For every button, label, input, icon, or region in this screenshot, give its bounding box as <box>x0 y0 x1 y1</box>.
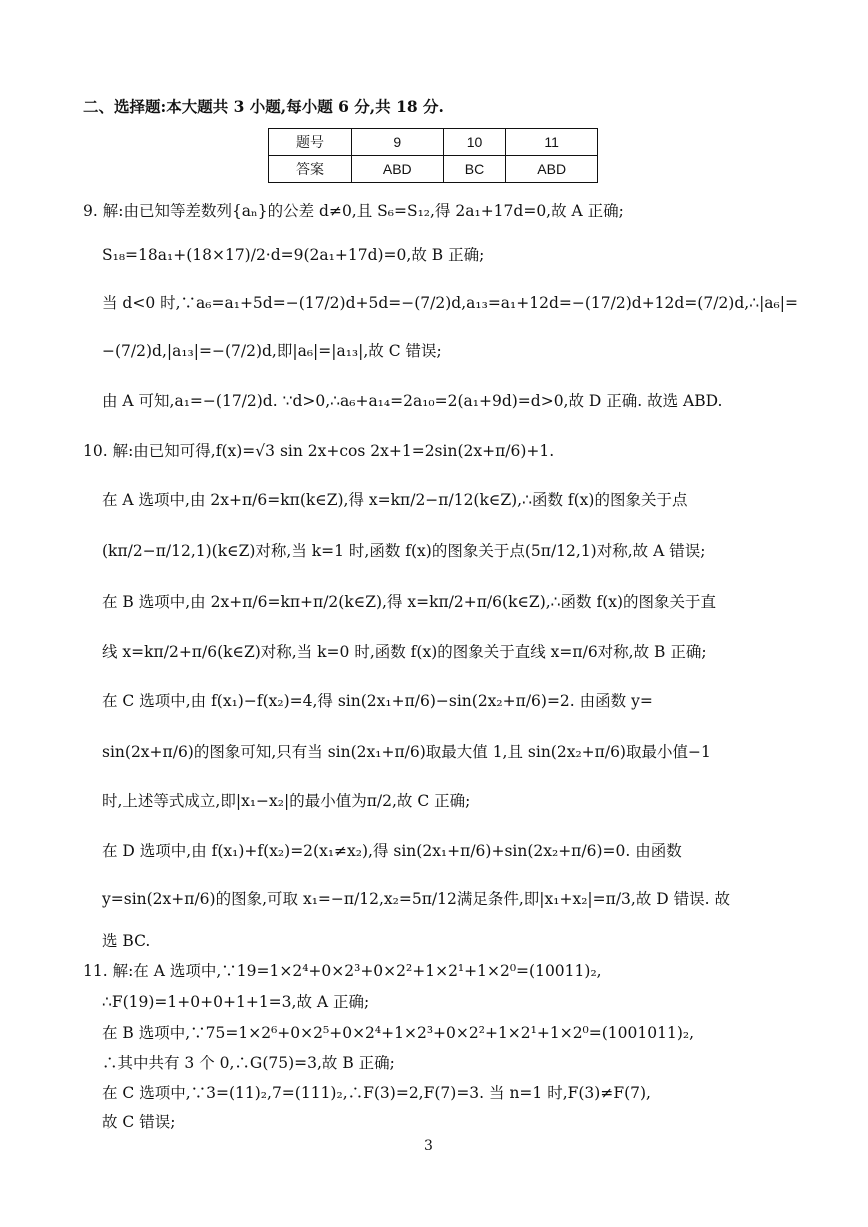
table-cell: ABD <box>506 156 598 183</box>
solution-line: 在 B 选项中,由 2x+π/6=kπ+π/2(k∈Z),得 x=kπ/2+π/6(k∈Z),∴函数 f(x)的图象关于直 <box>102 593 717 611</box>
solution-line: 9. 解:由已知等差数列{aₙ}的公差 d≠0,且 S₆=S₁₂,得 2a₁+17d=0,故 A 正确; <box>83 202 624 220</box>
table-header-cell: 答案 <box>269 156 352 183</box>
solution-line: 线 x=kπ/2+π/6(k∈Z)对称,当 k=0 时,函数 f(x)的图象关于直线 x=π/6对称,故 B 正确; <box>102 643 707 661</box>
table-cell: 11 <box>506 129 598 156</box>
solution-line: 11. 解:在 A 选项中,∵19=1×2⁴+0×2³+0×2²+1×2¹+1×2⁰=(10011)₂, <box>83 962 602 980</box>
table-cell: BC <box>443 156 506 183</box>
solution-line: ∴其中共有 3 个 0,∴G(75)=3,故 B 正确; <box>102 1054 395 1072</box>
solution-line: (kπ/2−π/12,1)(k∈Z)对称,当 k=1 时,函数 f(x)的图象关于点(5π/12,1)对称,故 A 错误; <box>102 542 706 560</box>
solution-line: 选 BC. <box>102 932 151 950</box>
page-number: 3 <box>424 1138 433 1154</box>
solution-line: S₁₈=18a₁+(18×17)/2·d=9(2a₁+17d)=0,故 B 正确; <box>102 246 485 264</box>
table-cell: 10 <box>443 129 506 156</box>
table-cell: ABD <box>352 156 444 183</box>
solution-line: y=sin(2x+π/6)的图象,可取 x₁=−π/12,x₂=5π/12满足条件,即|x₁+x₂|=π/3,故 D 错误. 故 <box>102 890 730 908</box>
solution-line: 10. 解:由已知可得,f(x)=√3 sin 2x+cos 2x+1=2sin(2x+π/6)+1. <box>83 442 555 460</box>
table-row <box>269 129 598 156</box>
solution-line: 由 A 可知,a₁=−(17/2)d. ∵d>0,∴a₆+a₁₄=2a₁₀=2(a₁+9d)=d>0,故 D 正确. 故选 ABD. <box>102 392 723 410</box>
answer-table <box>268 128 598 183</box>
solution-line: 在 D 选项中,由 f(x₁)+f(x₂)=2(x₁≠x₂),得 sin(2x₁+π/6)+sin(2x₂+π/6)=0. 由函数 <box>102 842 682 860</box>
solution-line: 在 B 选项中,∵75=1×2⁶+0×2⁵+0×2⁴+1×2³+0×2²+1×2¹+1×2⁰=(1001011)₂, <box>102 1024 695 1042</box>
solution-line: 在 A 选项中,由 2x+π/6=kπ(k∈Z),得 x=kπ/2−π/12(k∈Z),∴函数 f(x)的图象关于点 <box>102 491 688 509</box>
section-heading: 二、选择题:本大题共 3 小题,每小题 6 分,共 18 分. <box>83 97 444 116</box>
solution-line: sin(2x+π/6)的图象可知,只有当 sin(2x₁+π/6)取最大值 1,且 sin(2x₂+π/6)取最小值−1 <box>102 743 711 761</box>
solution-line: −(7/2)d,|a₁₃|=−(7/2)d,即|a₆|=|a₁₃|,故 C 错误; <box>102 342 442 360</box>
table-cell: 9 <box>352 129 444 156</box>
solution-line: 在 C 选项中,由 f(x₁)−f(x₂)=4,得 sin(2x₁+π/6)−sin(2x₂+π/6)=2. 由函数 y= <box>102 692 653 710</box>
solution-line: ∴F(19)=1+0+0+1+1=3,故 A 正确; <box>102 993 370 1011</box>
solution-line: 当 d<0 时,∵a₆=a₁+5d=−(17/2)d+5d=−(7/2)d,a₁₃=a₁+12d=−(17/2)d+12d=(7/2)d,∴|a₆|= <box>102 294 798 312</box>
solution-line: 在 C 选项中,∵3=(11)₂,7=(111)₂,∴F(3)=2,F(7)=3. 当 n=1 时,F(3)≠F(7), <box>102 1084 651 1102</box>
solution-line: 故 C 错误; <box>102 1113 176 1131</box>
table-header-cell: 题号 <box>269 129 352 156</box>
solution-line: 时,上述等式成立,即|x₁−x₂|的最小值为π/2,故 C 正确; <box>102 792 471 810</box>
table-row <box>269 156 598 183</box>
